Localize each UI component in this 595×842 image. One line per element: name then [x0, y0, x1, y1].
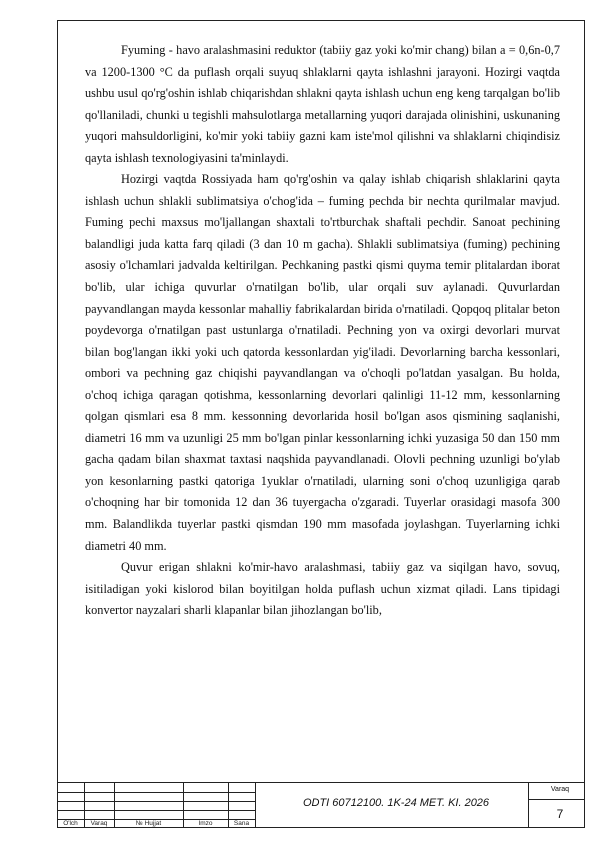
- stamp-col-line: [255, 783, 256, 828]
- paragraph-1: Fyuming - havo aralashmasini reduktor (tabiiy gaz yoki ko'mir chang) bilan a = 0,6n-0,7 va 1200-1300 °C da puflash orqali suyuq shlaklarni qayta ishlashni jarayoni. Hozirgi vaqtda ushbu usul qo'rg'oshin ishlab chiqarishdan shlakni qayta ishlash uchun eng keng tarqalgan bo'lib qo'llaniladi, chunki u tegishli mahsulotlarga metallarning yuqori darajada olinishini, uskunaning yuqori mahsuldorligini, ko'mir yoki tabiiy gazni kam iste'mol qilishni va shlaklarni chiqindisiz qayta ishlash texnologiyasini ta'minlaydi.: [85, 43, 560, 165]
- document-code: ODTI 60712100. 1K-24 MET. KI. 2026: [302, 797, 490, 809]
- stamp-row-line: [57, 810, 255, 811]
- stamp-label-imzo: Imzo: [198, 820, 213, 827]
- stamp-label-sana: Sana: [233, 820, 250, 827]
- body-text: [85, 40, 560, 622]
- sheet-number: 7: [556, 807, 564, 821]
- title-block: [57, 782, 585, 828]
- stamp-row-line: [57, 801, 255, 802]
- sheet-label: Varaq: [550, 786, 570, 793]
- stamp-label-varaq: Varaq: [90, 820, 108, 827]
- stamp-label-olch: O'lch: [63, 820, 78, 827]
- sheet-divider: [528, 799, 585, 800]
- paragraph-2: Hozirgi vaqtda Rossiyada ham qo'rg'oshin va qalay ishlab chiqarish shlaklarini qayta ishlash uchun shlakli sublimatsiya o'chog'ida – fuming pechda bir nechta qurilmalar mavjud. Fuming pechi maxsus mo'ljallangan shaxtali to'rtburchak shaftali pechdir. Sanoat pechining balandligi juda katta farq qiladi (3 dan 10 m gacha). Shlakli sublimatsiya (fuming) pechining asosiy o'lchamlari jadvalda keltirilgan. Pechkaning pastki qismi quyma temir plitalardan iborat bo'lib, ular ichiga quvurlar o'rnatilgan bo'lib, ular orqali suv aylanadi. Quvurlardan payvandlangan mayda kessonlar mahalliy fabrikalardan birida o'rnatiladi. Qopqoq plitalar beton poydevorga o'rnatilgan past ustunlarga o'rnatiladi. Pechning yon va oxirgi devorlari murvat bilan bog'langan ikki yoki uch qatorda kessonlardan yig'iladi. Devorlarning barcha kessonlari, ombori va pechning gaz chiqishi payvandlangan va o'choqli po'latdan yasalgan. Bu holda, o'choq ichiga qaragan qotishma, kessonlarning devorlari qalinligi 11-12 mm, kessonlarning qolgan qismlari esa 8 mm. kessonning devorlarida hosil bo'lgan asos qismining saqlanishi, diametri 16 mm va uzunligi 25 mm bo'lgan pinlar kessonlarning ichki yuzasiga 50 dan 150 mm gacha qadam bilan shaxmat taxtasi naqshida payvandlanadi. Olovli pechning uzunligi bo'ylab yon kesonlarning pastki qatoriga 1yuklar o'rnatiladi, ularning soni o'choq uzunligiga qarab o'choqning har bir tomonida 12 dan 36 tuyergacha o'zgaradi. Tuyerlar orasidagi masofa 300 mm. Balandlikda tuyerlar pastki qismdan 190 mm masofada joylashgan. Tuyerlarning ichki diametri 40 mm.: [85, 172, 560, 553]
- stamp-label-hujjat: № Hujjat: [135, 820, 162, 827]
- paragraph-3: Quvur erigan shlakni ko'mir-havo aralashmasi, tabiiy gaz va siqilgan havo, sovuq, isitiladigan yoki kislorod bilan boyitilgan holda puflash uchun xizmat qiladi. Lans tipidagi konvertor nayzalari sharli klapanlar bilan jihozlangan bo'lib,: [85, 560, 560, 618]
- stamp-row-line: [57, 792, 255, 793]
